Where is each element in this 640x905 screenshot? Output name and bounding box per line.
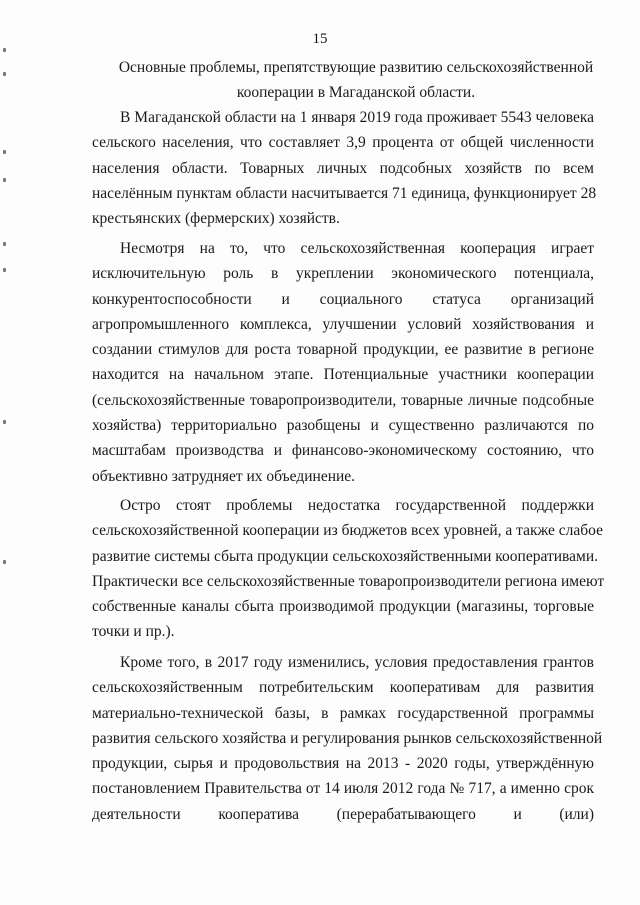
paragraph-line: сельского населения, что составляет 3,9 процента от общей численности bbox=[92, 134, 594, 152]
paragraph-line: хозяйства) территориально разобщены и существенно различаются по bbox=[92, 417, 594, 435]
paragraph-line: Кроме того, в 2017 году изменились, условия предоставления грантов bbox=[120, 654, 594, 671]
paragraph-line: собственные каналы сбыта производимой продукции (магазины, торговые bbox=[92, 598, 594, 616]
paragraph-line: исключительную роль в укреплении экономического потенциала, bbox=[92, 265, 594, 283]
paragraph-line: развития сельского хозяйства и регулирования рынков сельскохозяйственной bbox=[92, 729, 603, 747]
section-title-line: кооперации в Магаданской области. bbox=[236, 84, 476, 101]
scan-margin-mark bbox=[3, 178, 6, 182]
paragraph-3 bbox=[92, 493, 605, 645]
paragraph-line: находится на начальном этапе. Потенциальные участники кооперации bbox=[92, 366, 594, 384]
paragraph-line: объективно затрудняет их объединение. bbox=[92, 467, 356, 485]
paragraph-line: развитие системы сбыта продукции сельскохозяйственными кооперативами. bbox=[92, 547, 598, 565]
paragraph-4 bbox=[92, 650, 603, 827]
section-title bbox=[96, 55, 616, 105]
scan-margin-mark bbox=[3, 560, 6, 564]
paragraph-line: конкурентоспособности и социального статуса организаций bbox=[92, 290, 594, 308]
scan-margin-mark bbox=[3, 150, 6, 154]
paragraph-line: населения области. Товарных личных подсобных хозяйств по всем bbox=[92, 159, 594, 177]
paragraph-line: населённым пунктам области насчитывается 71 единица, функционирует 28 bbox=[92, 184, 597, 202]
paragraph-line: продукции, сырья и продовольствия на 2013 - 2020 годы, утверждённую bbox=[92, 755, 594, 773]
section-title-line: Основные проблемы, препятствующие развитию сельскохозяйственной bbox=[118, 59, 594, 76]
paragraph-line: Практически все сельскохозяйственные товаропроизводители региона имеют bbox=[92, 572, 605, 590]
paragraph-2 bbox=[92, 236, 594, 489]
scan-margin-mark bbox=[3, 268, 6, 272]
paragraph-line: масштабам производства и финансово-экономическому состоянию, что bbox=[92, 442, 594, 460]
paragraph-line: деятельности кооператива (перерабатывающего и (или) bbox=[92, 805, 594, 823]
paragraph-line: В Магаданской области на 1 января 2019 года проживает 5543 человека bbox=[120, 109, 594, 126]
paragraph-line: материально-технической базы, в рамках государственной программы bbox=[92, 704, 594, 722]
page-number: 15 bbox=[312, 31, 328, 47]
paragraph-line: сельскохозяйственным потребительским кооперативам для развития bbox=[92, 679, 594, 697]
paragraph-line: точки и пр.). bbox=[92, 623, 175, 641]
paragraph-line: Несмотря на то, что сельскохозяйственная кооперация играет bbox=[120, 240, 594, 257]
paragraph-line: крестьянских (фермерских) хозяйств. bbox=[92, 210, 340, 228]
paragraph-line: Остро стоят проблемы недостатка государственной поддержки bbox=[120, 497, 594, 514]
scan-margin-mark bbox=[3, 48, 6, 52]
paragraph-line: (сельскохозяйственные товаропроизводители, товарные личные подсобные bbox=[92, 391, 594, 409]
paragraph-line: создании стимулов для роста товарной продукции, ее развитие в регионе bbox=[92, 341, 594, 359]
scan-margin-mark bbox=[3, 420, 6, 424]
scan-margin-mark bbox=[3, 242, 6, 246]
paragraph-line: постановлением Правительства от 14 июля 2012 года № 717, а именно срок bbox=[92, 780, 594, 798]
paragraph-line: сельскохозяйственной кооперации из бюджетов всех уровней, а также слабое bbox=[92, 522, 604, 540]
scan-margin-mark bbox=[3, 72, 6, 76]
paragraph-1 bbox=[92, 105, 597, 231]
paragraph-line: агропромышленного комплекса, улучшении условий хозяйствования и bbox=[92, 315, 594, 333]
